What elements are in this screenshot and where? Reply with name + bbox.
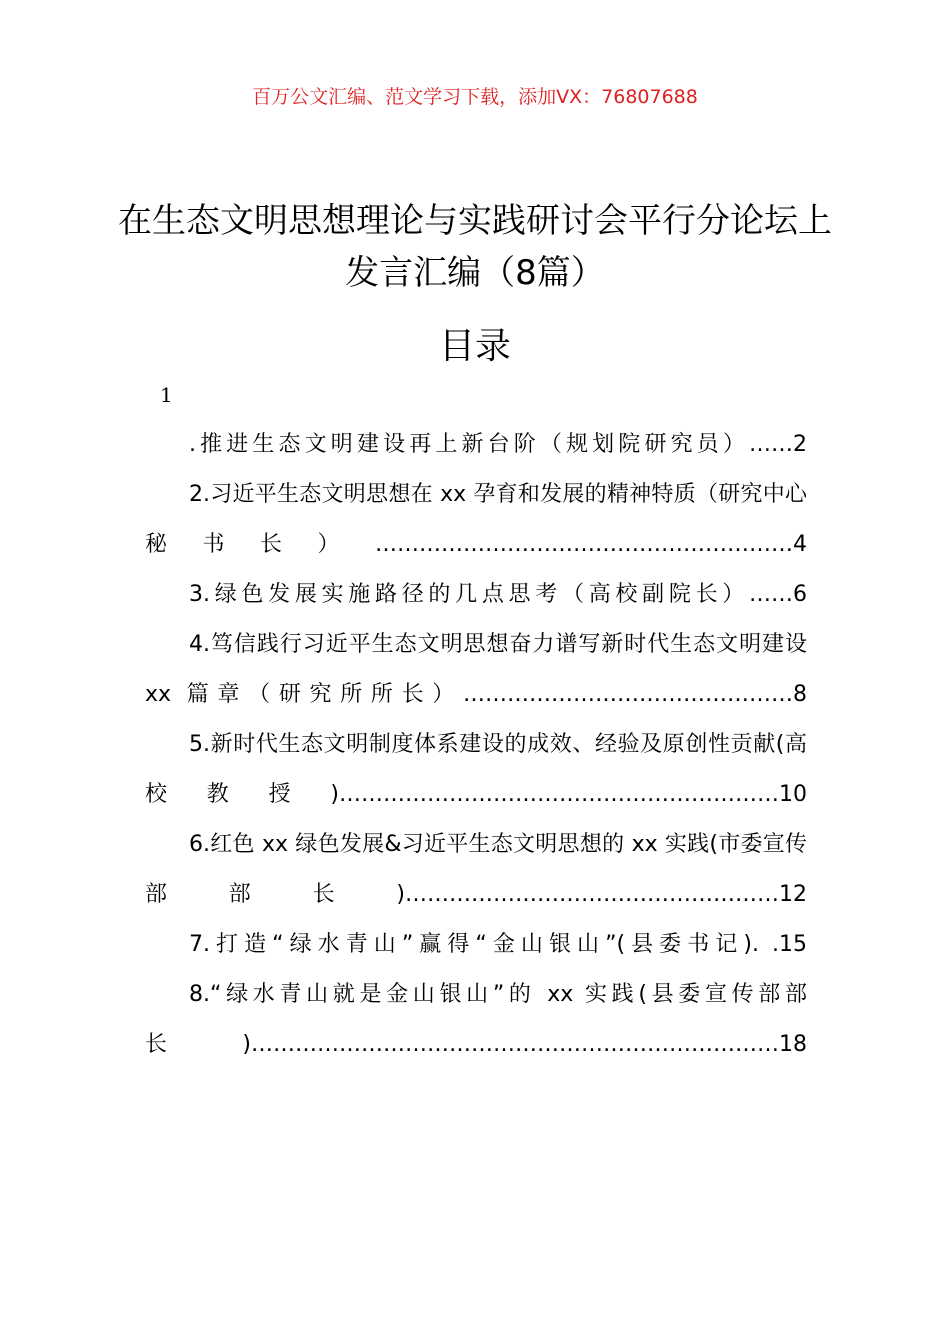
toc-entry-dots: …………………………………………………: [375, 532, 793, 557]
toc-entry-text: 2.习近平生态文明思想在 xx 孕育和发展的精神特质（研究中心秘书长）: [145, 482, 807, 557]
toc-entry-dots: ……: [749, 582, 793, 607]
toc-entry-text: .推进生态文明建设再上新台阶（规划院研究员）: [189, 432, 749, 457]
toc-entry-text: 3.绿色发展实施路径的几点思考（高校副院长）: [189, 582, 749, 607]
toc-entry-dots: .: [758, 932, 779, 957]
toc-heading: 目录: [438, 326, 511, 367]
toc-number-label: 1: [160, 383, 173, 407]
toc-entry-dots: ………………………………………: [463, 682, 793, 707]
toc-entry[interactable]: [145, 470, 807, 570]
toc-entry-page: 10: [779, 782, 807, 807]
toc-entry-page: 8: [793, 682, 807, 707]
toc-entry-page: 18: [779, 1032, 807, 1057]
toc-entry[interactable]: [145, 820, 807, 920]
toc-entry-text: 7.打造“绿水青山”赢得“金山银山”(县委书记).: [189, 932, 759, 957]
toc-entry-page: 12: [779, 882, 807, 907]
toc-entry[interactable]: [145, 620, 807, 720]
toc-entry[interactable]: [145, 720, 807, 820]
document-title: 在生态文明思想理论与实践研讨会平行分论坛上发言汇编（8篇）: [118, 200, 832, 293]
toc-entry[interactable]: [145, 570, 807, 620]
toc-entry[interactable]: [145, 920, 807, 970]
toc-entry-text: 6.红色 xx 绿色发展&习近平生态文明思想的 xx 实践(市委宣传部部长): [145, 832, 807, 907]
toc-entry[interactable]: [145, 420, 807, 470]
toc-entry-dots: ……: [749, 432, 793, 457]
toc-entry-dots: ……………………………………………………: [339, 782, 779, 807]
toc-entry-text: 4.笃信践行习近平生态文明思想奋力谱写新时代生态文明建设 xx 篇章（研究所所长）: [145, 632, 807, 707]
table-of-contents: [145, 420, 807, 1070]
toc-entry-page: 15: [778, 932, 807, 957]
toc-entry[interactable]: [145, 970, 807, 1070]
toc-entry-text: 5.新时代生态文明制度体系建设的成效、经验及原创性贡献(高校教授): [145, 732, 807, 807]
toc-entry-page: 6: [793, 582, 807, 607]
toc-entry-dots: ……………………………………………: [405, 882, 779, 907]
toc-entry-text: 8.“绿水青山就是金山银山”的 xx 实践(县委宣传部部长): [145, 982, 807, 1057]
header-note: 百万公文汇编、范文学习下载，添加VX：76807688: [252, 86, 698, 108]
toc-entry-page: 2: [793, 432, 807, 457]
toc-entry-page: 4: [793, 532, 807, 557]
toc-entry-dots: ………………………………………………………………: [251, 1032, 779, 1057]
